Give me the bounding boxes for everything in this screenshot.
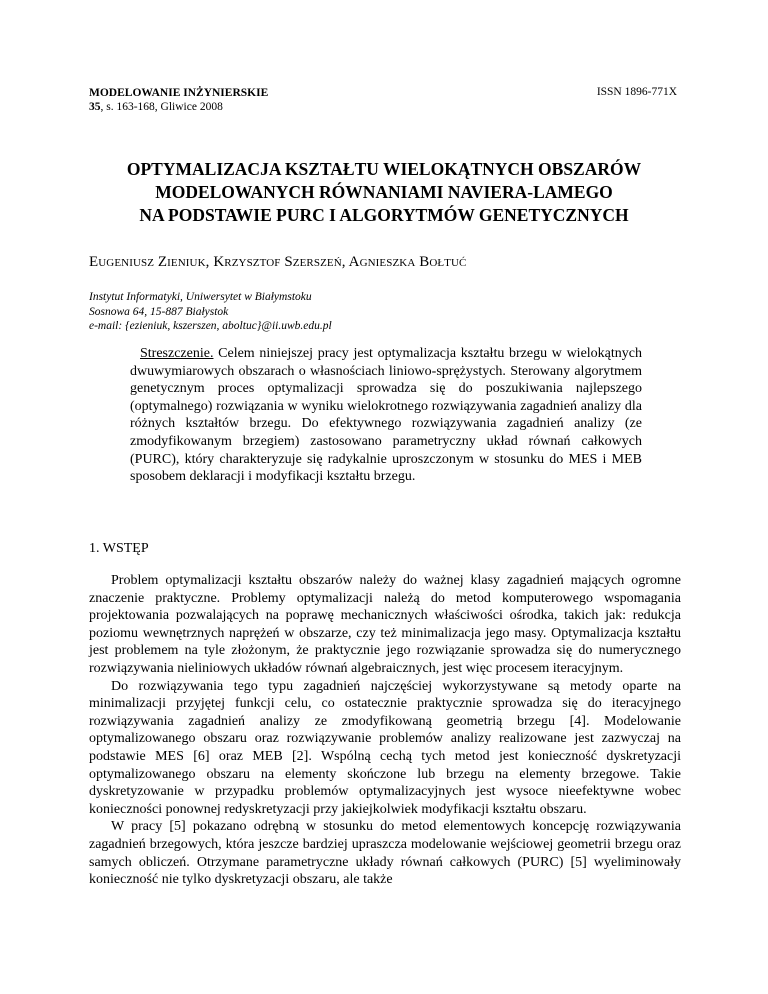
title-line-2: MODELOWANYCH RÓWNANIAMI NAVIERA-LAMEGO xyxy=(155,182,613,202)
paper-title xyxy=(60,158,708,227)
journal-volume: 35 xyxy=(89,101,101,113)
issn: ISSN 1896-771X xyxy=(596,86,677,98)
section-heading: 1. WSTĘP xyxy=(89,541,149,556)
title-line-1: OPTYMALIZACJA KSZTAŁTU WIELOKĄTNYCH OBSZARÓW xyxy=(126,159,642,179)
authors: Eugeniusz Zieniuk, Krzysztof Szerszeń, Agnieszka Bołtuć xyxy=(89,254,467,270)
affiliation-address: Sosnowa 64, 15-887 Białystok xyxy=(89,305,229,318)
affiliation-email: e-mail: {ezieniuk, kszerszen, aboltuc}@ii.uwb.edu.pl xyxy=(89,320,332,332)
abstract-label: Streszczenie. xyxy=(140,346,214,361)
affiliation xyxy=(89,290,332,334)
abstract-paragraph xyxy=(130,345,642,486)
body-text xyxy=(89,572,681,889)
journal-name: MODELOWANIE INŻYNIERSKIE xyxy=(89,87,269,99)
abstract-text: Celem niniejszej pracy jest optymalizacja kształtu brzegu w wielokątnych dwuwymiarowych obszarach o własnościach liniowo-sprężystych. Sterowany algorytmem genetycznym proces optymalizacji sprowadza się do poszukiwania najlepszego (optymalnego) rozwiązania w wyniku wielokrotnego rozwiązywania zagadnień analizy dla różnych kształtów brzegu. Do efektywnego rozwiązywania zagadnień analizy (ze zmodyfikowanym brzegiem) zastosowano parametryczny układ równań całkowych (PURC), który charakteryzuje się radykalnie uproszczonym w stosunku do MES i MEB sposobem deklaracji i modyfikacji kształtu brzegu. xyxy=(130,346,642,485)
journal-volume-line xyxy=(89,100,268,114)
affiliation-institute: Instytut Informatyki, Uniwersytet w Białymstoku xyxy=(89,291,312,303)
abstract xyxy=(130,345,642,486)
body-paragraph: W pracy [5] pokazano odrębną w stosunku do metod elementowych koncepcję rozwiązywania zagadnień brzegowych, która jeszcze bardziej upraszcza modelowanie wejściowej geometrii brzegu oraz samych obliczeń. Otrzymane parametryczne układy równań całkowych (PURC) [5] wyeliminowały konieczność nie tylko dyskretyzacji obszaru, ale także xyxy=(89,819,681,888)
body-paragraph: Problem optymalizacji kształtu obszarów należy do ważnej klasy zagadnień mających ogromne znaczenie praktyczne. Problemy optymalizacji należą do metod komputerowego wspomagania projektowania pozwalających na poprawę mechanicznych właściwości ośrodka, takich jak: redukcja poziomu wewnętrznych naprężeń w obszarze, czy też minimalizacja jego masy. Optymalizacja kształtu jest problemem na tyle złożonym, że praktycznie jego rozwiązanie sprowadza się do numerycznego rozwiązywania nieliniowych układów równań algebraicznych, jest więc procesem iteracyjnym. xyxy=(89,573,681,676)
journal-info xyxy=(89,86,268,114)
body-paragraph: Do rozwiązywania tego typu zagadnień najczęściej wykorzystywane są metody oparte na minimalizacji przyjętej funkcji celu, co ostatecznie praktycznie sprowadza się do iteracyjnego rozwiązywania zagadnień analizy ze zmodyfikowaną geometrią brzegu [4]. Modelowanie optymalizowanego obszaru oraz rozwiązywanie problemów analizy realizowane jest zazwyczaj na podstawie MES [6] oraz MEB [2]. Wspólną cechą tych metod jest konieczność dyskretyzacji optymalizowanego obszaru na elementy skończone lub brzegu na elementy brzegowe. Takie dyskretyzowanie w przypadku problemów optymalizacyjnych jest wysoce nieefektywne wobec konieczności ponownej redyskretyzacji przy jakiejkolwiek modyfikacji kształtu obszaru. xyxy=(89,678,681,817)
journal-pages-place: , s. 163-168, Gliwice 2008 xyxy=(100,101,223,113)
title-line-3: NA PODSTAWIE PURC I ALGORYTMÓW GENETYCZNYCH xyxy=(139,205,629,225)
